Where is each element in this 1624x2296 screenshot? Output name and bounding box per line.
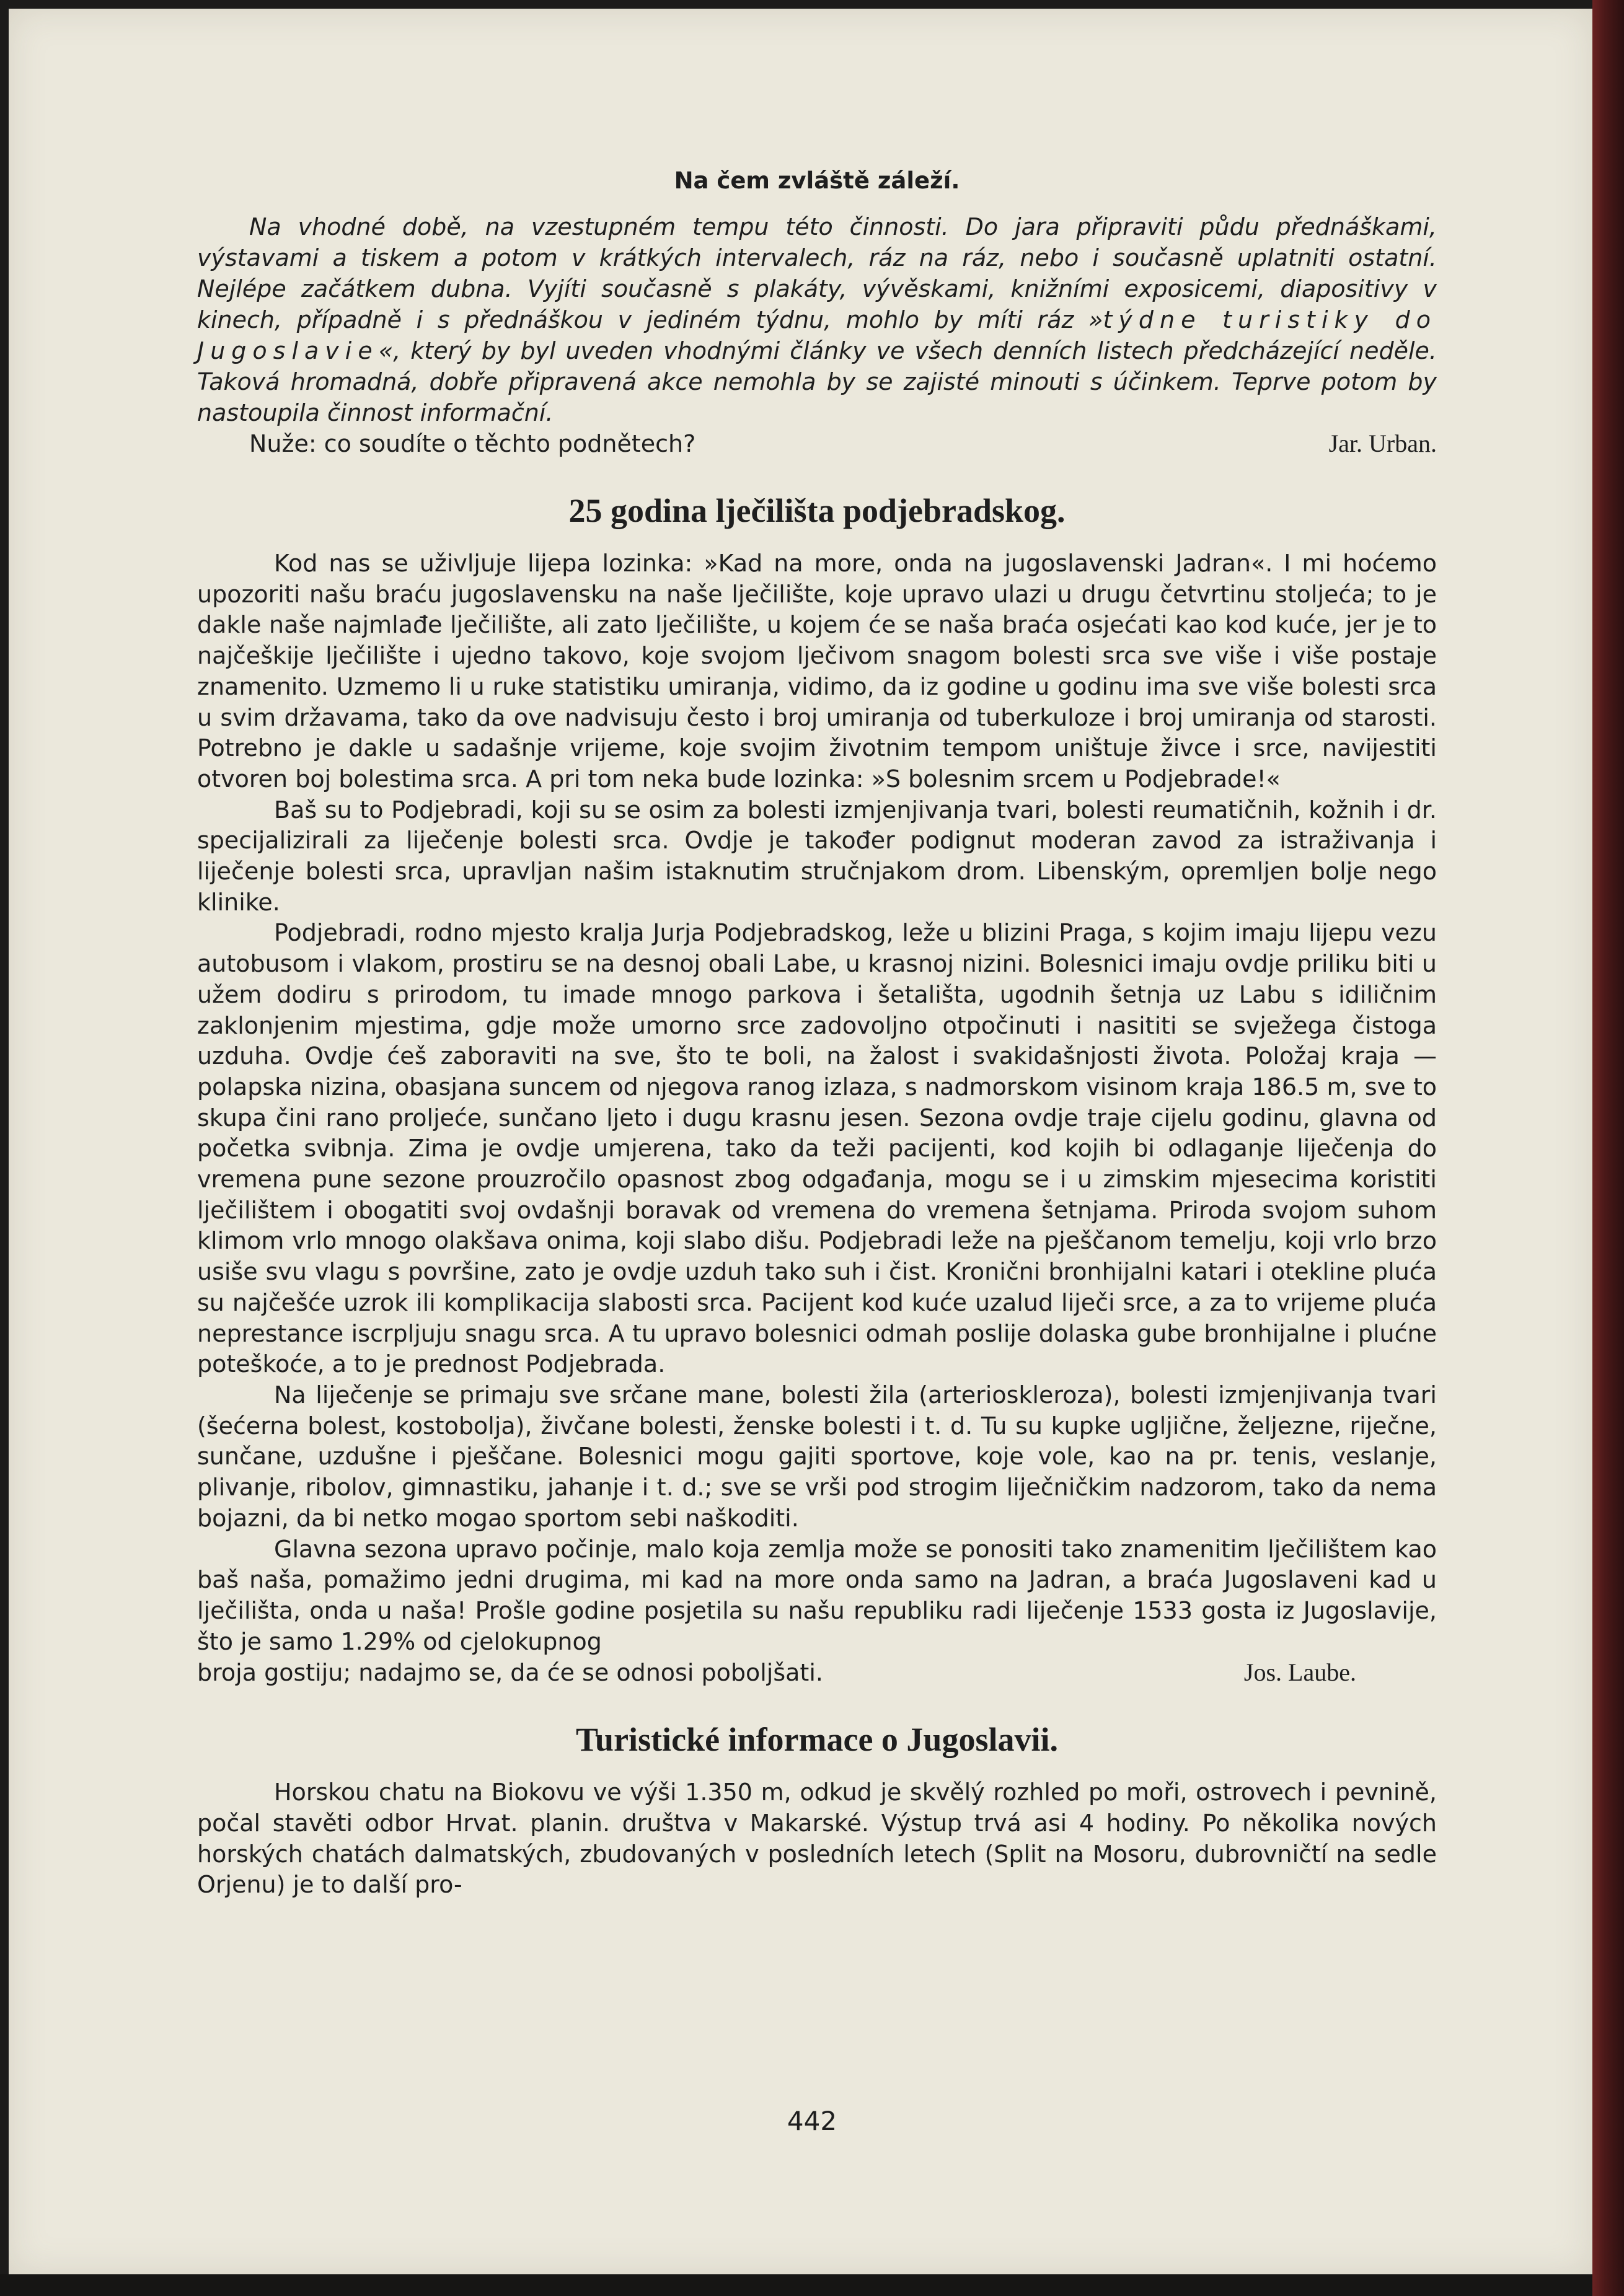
section3-heading: Turistické informace o Jugoslavii. — [576, 1721, 1058, 1759]
section1-closing-question: Nuže: co soudíte o těchto podnětech? — [249, 430, 696, 457]
section1-italic-part2: «, který by byl uveden vhodnými články ve všech denních listech předcházející neděle. Taková hromadná, dobře připravená akce nemohla by se zajisté minouti s účinkem. Teprve potom by nastoupila činnost informační. — [197, 337, 1437, 426]
section2-paragraph-4: Na liječenje se primaju sve srčane mane, bolesti žila (arterioskleroza), bolesti izmjenjivanja tvari (šećerna bolest, kostobolja), živčane bolesti, ženske bolesti i t. d. Tu su kupke ugljične, željezne, riječne, sunčane, uzdušne i pješčane. Bolesnici mogu gajiti sportove, koje vole, kao na pr. tenis, veslanje, plivanje, ribolov, gimnastiku, jahanje i t. d.; sve se vrši pod strogim liječničkim nadzorom, tako da nema bojazni, da bi netko mogao sportom sebi naškoditi. — [197, 1381, 1437, 1532]
section1-closing-line — [197, 428, 1437, 459]
section2-paragraph-5: Glavna sezona upravo počinje, malo koja zemlja može se ponositi tako znamenitim lječilištem kao baš naša, pomažimo jedni drugima, mi kad na more onda samo na Jadran, a braća Jugoslaveni kad u lječilišta, onda u naša! Prošle godine posjetila su našu republiku radi liječenje 1533 gosta iz Jugoslavije, što je samo 1.29% od cjelokupnog — [197, 1535, 1437, 1655]
section2-heading: 25 godina lječilišta podjebradskog. — [568, 492, 1066, 529]
section2-last-line: broja gostiju; nadajmo se, da će se odnosi poboljšati. — [197, 1659, 823, 1687]
section2-signature: Jos. Laube. — [1243, 1658, 1356, 1687]
section2-paragraph-3: Podjebradi, rodno mjesto kralja Jurja Podjebradskog, leže u blizini Praga, s kojim imaju lijepu vezu autobusom i vlakom, prostiru se na desnoj obali Labe, u krasnoj nizini. Bolesnici imaju ovdje priliku biti u užem dodiru s prirodom, tu imade mnogo parkova i šetališta, ugodnih šetnja uz Labu s idiličnim zaklonjenim mjestima, gdje može umorno srce zadovoljno otpočinuti i nasititi se svježega čistoga uzduha. Ovdje ćeš zaboraviti na sve, što te boli, na žalost i svakidašnjosti života. Položaj kraja — polapska nizina, obasjana suncem od njegova ranog izlaza, s nadmorskom visinom kraja 186.5 m, sve to skupa čini rano proljeće, sunčano ljeto i dugu krasnu jesen. Sezona ovdje traje cijelu godinu, glavna od početka svibnja. Zima je ovdje umjerena, tako da teži pacijenti, kod kojih bi odlaganje liječenja do vremena pune sezone prouzročilo opasnost zbog odgađanja, mogu se i u zimskim mjesecima koristiti lječilištem i obogatiti svoj ovdašnji boravak od vremena do vremena šetnjama. Priroda svojom suhom klimom vrlo mnogo olakšava onima, koji slabo dišu. Podjebradi leže na pješčanom temelju, koji vrlo brzo usiše svu vlagu s površine, zato je ovdje uzduh tako suh i čist. Kronični bronhijalni katari i otekline pluća su najčešće uzrok ili komplikacija slabosti srca. Pacijent kod kuće uzalud liječi srce, a za to vrijeme pluća neprestance iscrpljuju snagu srca. A tu upravo bolesnici odmah poslije dolaska gube bronhijalne i plućne poteškoće, a to je prednost Podjebrada. — [197, 919, 1437, 1378]
section3-paragraph: Horskou chatu na Biokovu ve výši 1.350 m, odkud je skvělý rozhled po moři, ostrovech i pevnině, počal stavěti odbor Hrvat. planin. društva v Makarské. Výstup trvá asi 4 hodiny. Po několika nových horských chatách dalmatských, zbudovaných v posledních letech (Split na Mosoru, dubrovničtí na sedle Orjenu) je to další pro- — [197, 1779, 1437, 1899]
section1-heading: Na čem zvláště záleží. — [674, 167, 960, 194]
page-number: 442 — [787, 2106, 837, 2136]
section1-spaced-phrase: týdne turistiky do Jugoslavie — [197, 306, 1437, 364]
scan-bottom-edge — [0, 2274, 1592, 2296]
section1-signature: Jar. Urban. — [1328, 429, 1437, 457]
section2-paragraph-1: Kod nas se uživljuje lijepa lozinka: »Kad na more, onda na jugoslavenski Jadran«. I mi hoćemo upozoriti našu braću jugoslavensku na naše lječilište, koje upravo ulazi u drugu četvrtinu stoljeća; to je dakle naše najmlađe lječilište, ali zato lječilište, u kojem će se naša braća osjećati kao kod kuće, jer je to najčeškije lječilište i ujedno takovo, koje svojom lječivom snagom bolesti srca sve više i više postaje znamenito. Uzmemo li u ruke statistiku umiranja, vidimo, da iz godine u godinu ima sve više bolesti srca u svim državama, tako da ove nadvisuju često i broj umiranja od tuberkuloze i broj umiranja od starosti. Potrebno je dakle u sadašnje vrijeme, koje svojim životnim tempom uništuje živce i srce, navijestiti otvoren boj bolestima srca. A pri tom neka bude lozinka: »S bolesnim srcem u Podjebrade!« — [197, 550, 1437, 793]
section1-italic-part1: Na vhodné době, na vzestupném tempu této činnosti. Do jara připraviti půdu přednáškami, výstavami a tiskem a potom v krátkých intervalech, ráz na ráz, nebo i současně uplatniti ostatní. Nejlépe začátkem dubna. Vyjíti současně s plakáty, vývěskami, knižními exposicemi, diapositivy v kinech, případně i s přednáškou v jediném týdnu, mohlo by míti ráz » — [197, 213, 1437, 333]
section2-paragraph-2: Baš su to Podjebradi, koji su se osim za bolesti izmjenjivanja tvari, bolesti reumatičnih, kožnih i dr. specijalizirali za liječenje bolesti srca. Ovdje je također podignut moderan zavod za istraživanja i liječenje bolesti srca, upravljan našim istaknutim stručnjakom drom. Libenským, opremljen bolje nego klinike. — [197, 796, 1437, 916]
section2-closing-line — [197, 1657, 1437, 1688]
section1-italic-paragraph — [197, 211, 1437, 428]
book-binding-edge — [1592, 0, 1624, 2296]
page-content — [197, 167, 1437, 1901]
